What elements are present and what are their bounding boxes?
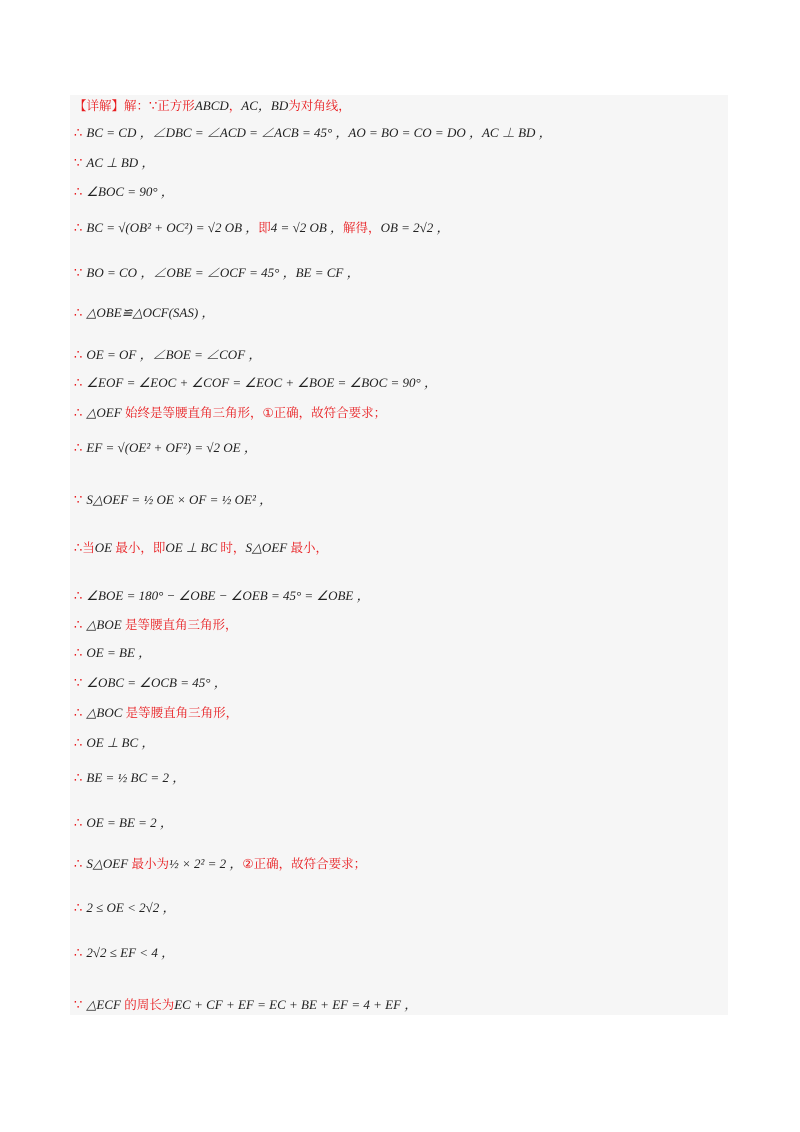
logic-symbol: ∴ xyxy=(74,376,87,391)
logic-symbol: ∴ xyxy=(74,441,87,456)
math-expression: △OBE≌△OCF(SAS) ， xyxy=(86,305,215,320)
solution-line xyxy=(74,440,257,457)
logic-symbol: ∵ xyxy=(74,156,87,171)
solution-line xyxy=(74,265,360,282)
math-expression: OE = OF ，∠BOE = ∠COF ， xyxy=(86,347,262,362)
math-expression: OE = BE = 2 ， xyxy=(86,815,173,830)
math-expression: BC = √(OB² + OC²) = √2 OB ， xyxy=(86,220,259,235)
math-expression: 4 = √2 OB ， xyxy=(270,220,344,235)
explanation-text: ②正确，故符合要求； xyxy=(242,856,367,871)
solution-line xyxy=(74,98,351,115)
math-expression: BO = CO ，∠OBE = ∠OCF = 45° ，BE = CF ， xyxy=(86,265,360,280)
math-expression: 2 ≤ OE < 2√2 ， xyxy=(86,900,176,915)
solution-line xyxy=(74,675,227,692)
explanation-text: 的周长为 xyxy=(124,997,175,1012)
explanation-text: 正方形 xyxy=(157,98,195,113)
math-expression: OE xyxy=(94,540,116,555)
logic-symbol: ∴ xyxy=(74,126,87,141)
math-expression: ABCD xyxy=(194,98,229,113)
solution-line xyxy=(74,220,450,237)
solution-line xyxy=(74,856,366,873)
math-expression: △OEF xyxy=(86,405,125,420)
explanation-text: 当 xyxy=(82,540,95,555)
logic-symbol: ∴ xyxy=(74,541,83,556)
logic-symbol: ∴ xyxy=(74,706,87,721)
math-expression: S△OEF xyxy=(245,540,291,555)
solution-line xyxy=(74,184,174,201)
logic-symbol: ∵ xyxy=(74,998,87,1013)
math-expression: OE ⊥ BC xyxy=(165,540,221,555)
logic-symbol: ∴ xyxy=(74,221,87,236)
explanation-text: 始终是等腰直角三角形，①正确，故符合要求； xyxy=(124,405,387,420)
math-expression: ½ × 2² = 2 ， xyxy=(168,856,243,871)
explanation-text: 是等腰直角三角形， xyxy=(125,705,239,720)
logic-symbol: ∴ xyxy=(74,946,87,961)
math-expression: AC ⊥ BD ， xyxy=(86,155,155,170)
explanation-text: 解得， xyxy=(343,220,381,235)
logic-symbol: ∴ xyxy=(74,185,87,200)
math-expression: OE ⊥ BC ， xyxy=(86,735,155,750)
solution-line xyxy=(74,945,174,962)
logic-symbol: ∴ xyxy=(74,857,87,872)
math-expression: ∠OBC = ∠OCB = 45° ， xyxy=(86,675,227,690)
explanation-text: 为对角线， xyxy=(288,98,351,113)
logic-symbol: ∴ xyxy=(74,646,87,661)
logic-symbol: ∴ xyxy=(74,406,87,421)
math-expression: 2√2 ≤ EF < 4 ， xyxy=(86,945,175,960)
math-expression: ∠BOC = 90° ， xyxy=(86,184,174,199)
explanation-text: 即 xyxy=(258,220,271,235)
logic-symbol: ∴ xyxy=(74,618,87,633)
math-expression: BE = ½ BC = 2 ， xyxy=(86,770,186,785)
explanation-text: 最小， xyxy=(290,540,328,555)
logic-symbol: ∵ xyxy=(74,676,87,691)
solution-line xyxy=(74,305,214,322)
solution-line xyxy=(74,617,237,634)
logic-symbol: ∴ xyxy=(74,348,87,363)
solution-line xyxy=(74,997,417,1014)
solution-line xyxy=(74,155,154,172)
logic-symbol: ∴ xyxy=(74,771,87,786)
logic-symbol: ∴ xyxy=(74,589,87,604)
math-expression: AC，BD xyxy=(241,98,289,113)
math-expression: ∠EOF = ∠EOC + ∠COF = ∠EOC + ∠BOE = ∠BOC = 90° ， xyxy=(86,375,437,390)
logic-symbol: ∴ xyxy=(74,736,87,751)
math-expression: EF = √(OE² + OF²) = √2 OE ， xyxy=(86,440,257,455)
solution-line xyxy=(74,405,386,422)
explanation-text: 【详解】解： xyxy=(74,98,150,113)
solution-line xyxy=(74,540,328,557)
solution-line xyxy=(74,735,154,752)
explanation-text: 最小，即 xyxy=(115,540,166,555)
solution-line xyxy=(74,492,272,509)
solution-line xyxy=(74,705,238,722)
math-expression: EC + CF + EF = EC + BE + EF = 4 + EF ， xyxy=(174,997,418,1012)
math-expression: ∠BOE = 180° − ∠OBE − ∠OEB = 45° = ∠OBE ， xyxy=(86,588,370,603)
explanation-text: 是等腰直角三角形， xyxy=(124,617,238,632)
logic-symbol: ∴ xyxy=(74,306,87,321)
solution-line xyxy=(74,815,173,832)
solution-line xyxy=(74,900,176,917)
math-expression: OE = BE ， xyxy=(86,645,152,660)
solution-line xyxy=(74,588,370,605)
math-expression: BC = CD ，∠DBC = ∠ACD = ∠ACB = 45° ，AO = BO = CO = DO ，AC ⊥ BD ， xyxy=(86,125,552,140)
solution-line xyxy=(74,375,437,392)
math-expression: OB = 2√2 ， xyxy=(380,220,450,235)
explanation-text: 最小为 xyxy=(131,856,169,871)
explanation-text: 时， xyxy=(220,540,246,555)
logic-symbol: ∵ xyxy=(74,493,87,508)
logic-symbol: ∴ xyxy=(74,901,87,916)
logic-symbol: ∵ xyxy=(149,99,158,114)
solution-line xyxy=(74,347,261,364)
math-expression: △BOC xyxy=(86,705,126,720)
math-expression: S△OEF = ½ OE × OF = ½ OE² ， xyxy=(86,492,273,507)
logic-symbol: ∵ xyxy=(74,266,87,281)
math-expression: △BOE xyxy=(86,617,125,632)
solution-line xyxy=(74,770,185,787)
explanation-text: ， xyxy=(228,98,242,113)
solution-line xyxy=(74,645,151,662)
solution-line xyxy=(74,125,552,142)
logic-symbol: ∴ xyxy=(74,816,87,831)
math-expression: S△OEF xyxy=(86,856,132,871)
math-expression: △ECF xyxy=(86,997,125,1012)
